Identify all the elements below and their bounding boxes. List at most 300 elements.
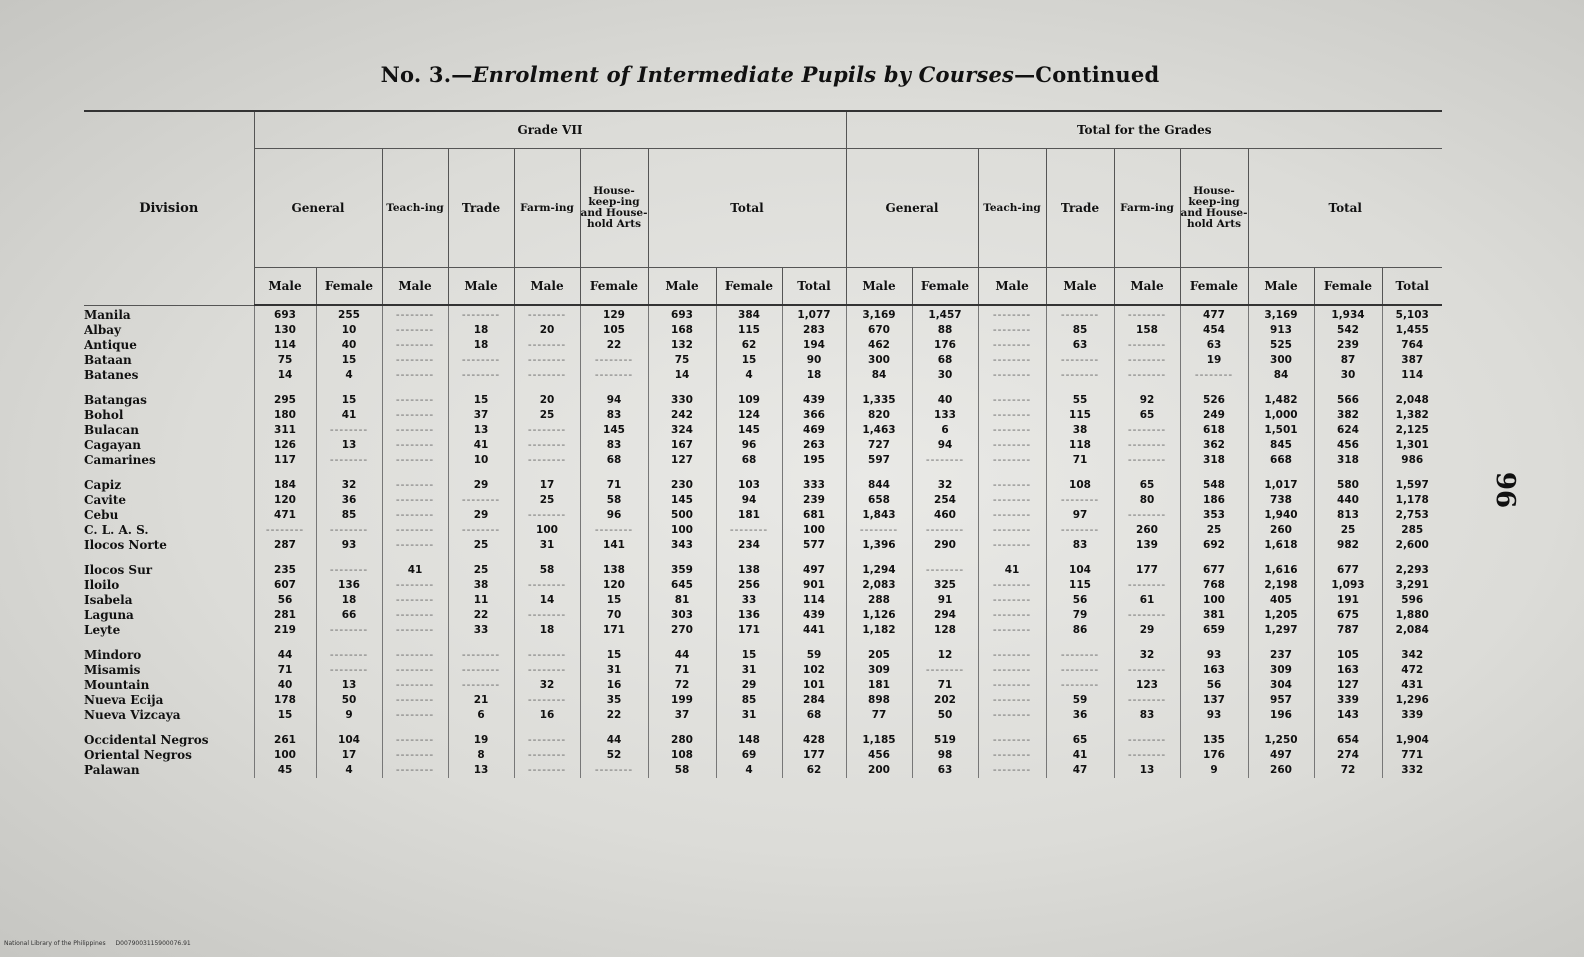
table-cell: 525 (1248, 338, 1314, 353)
header-tg-total: Total (1248, 149, 1442, 268)
table-cell: -------- (382, 678, 448, 693)
table-cell: 191 (1314, 593, 1382, 608)
table-cell: 254 (912, 493, 978, 508)
table-cell: 171 (716, 623, 782, 638)
table-cell: 1,185 (846, 733, 912, 748)
table-cell: 44 (648, 648, 716, 663)
table-cell: -------- (978, 453, 1046, 468)
table-cell: 624 (1314, 423, 1382, 438)
table-cell: -------- (580, 523, 648, 538)
table-cell: 542 (1314, 323, 1382, 338)
division-name: Bohol (84, 408, 124, 422)
table-cell: 163 (1180, 663, 1248, 678)
table-cell: 255 (316, 305, 382, 323)
table-cell: 19 (448, 733, 514, 748)
table-cell: 439 (782, 608, 846, 623)
table-cell: 1,017 (1248, 478, 1314, 493)
table-cell: -------- (514, 733, 580, 748)
table-cell: 845 (1248, 438, 1314, 453)
table-cell: 65 (1114, 478, 1180, 493)
table-cell: -------- (1046, 368, 1114, 383)
table-cell: 219 (254, 623, 316, 638)
table-cell: 63 (1180, 338, 1248, 353)
table-cell: 120 (580, 578, 648, 593)
table-cell: 439 (782, 393, 846, 408)
table-cell: 898 (846, 693, 912, 708)
table-cell: 235 (254, 563, 316, 578)
table-cell: -------- (1114, 508, 1180, 523)
table-row (84, 593, 1442, 608)
table-cell: 2,600 (1382, 538, 1442, 553)
table-cell: 500 (648, 508, 716, 523)
table-cell: 36 (1046, 708, 1114, 723)
table-cell: 1,843 (846, 508, 912, 523)
header-total: Total (1382, 268, 1442, 306)
table-cell: 260 (1248, 523, 1314, 538)
header-male: Male (648, 268, 716, 306)
table-cell: -------- (1180, 368, 1248, 383)
header-male: Male (1114, 268, 1180, 306)
table-cell: 128 (912, 623, 978, 638)
header-g7-teaching: Teach-ing (382, 149, 448, 268)
table-cell: 171 (580, 623, 648, 638)
table-cell: 1,616 (1248, 563, 1314, 578)
table-cell: 114 (782, 593, 846, 608)
footer-library: National Library of the Philippines (4, 940, 106, 947)
table-cell: 230 (648, 478, 716, 493)
table-cell: 1,294 (846, 563, 912, 578)
table-cell: 2,084 (1382, 623, 1442, 638)
table-cell: 957 (1248, 693, 1314, 708)
table-cell: 13 (448, 763, 514, 778)
table-cell: 986 (1382, 453, 1442, 468)
table-cell: -------- (978, 648, 1046, 663)
table-cell: 105 (1314, 648, 1382, 663)
table-cell: 31 (716, 708, 782, 723)
table-cell: 37 (648, 708, 716, 723)
table-cell: -------- (978, 478, 1046, 493)
table-cell: 5,103 (1382, 305, 1442, 323)
table-cell: 145 (648, 493, 716, 508)
table-cell: -------- (316, 523, 382, 538)
division-name: Occidental Negros (84, 733, 209, 747)
table-row (84, 663, 1442, 678)
table-cell: 281 (254, 608, 316, 623)
table-cell: 577 (782, 538, 846, 553)
table-cell: 384 (716, 305, 782, 323)
table-cell: -------- (382, 663, 448, 678)
division-name: Bulacan (84, 423, 140, 437)
table-cell: -------- (978, 393, 1046, 408)
table-cell: 820 (846, 408, 912, 423)
table-cell: -------- (382, 648, 448, 663)
table-cell: -------- (978, 678, 1046, 693)
table-row (84, 678, 1442, 693)
table-cell: 118 (1046, 438, 1114, 453)
table-cell: -------- (382, 338, 448, 353)
table-cell: 29 (448, 508, 514, 523)
header-female: Female (1314, 268, 1382, 306)
division-name: Batanes (84, 368, 139, 382)
table-cell: -------- (514, 748, 580, 763)
table-cell: 86 (1046, 623, 1114, 638)
table-cell: 35 (580, 693, 648, 708)
table-cell: 497 (782, 563, 846, 578)
table-cell: 260 (1114, 523, 1180, 538)
table-cell: -------- (382, 578, 448, 593)
table-cell: 239 (782, 493, 846, 508)
table-cell: 83 (1046, 538, 1114, 553)
table-cell: 519 (912, 733, 978, 748)
table-cell: 72 (648, 678, 716, 693)
table-cell: 1,126 (846, 608, 912, 623)
table-cell: 353 (1180, 508, 1248, 523)
table-cell: 548 (1180, 478, 1248, 493)
table-cell: -------- (978, 608, 1046, 623)
table-cell: -------- (978, 438, 1046, 453)
table-cell: -------- (382, 323, 448, 338)
division-name: Albay (84, 323, 122, 337)
table-cell: 33 (716, 593, 782, 608)
header-grade-vii: Grade VII (254, 111, 846, 149)
table-cell: 21 (448, 693, 514, 708)
table-cell: 428 (782, 733, 846, 748)
table-cell: 441 (782, 623, 846, 638)
division-name: Misamis (84, 663, 141, 677)
table-cell: 318 (1180, 453, 1248, 468)
table-cell: -------- (514, 453, 580, 468)
title-prefix: No. 3.— (380, 62, 473, 87)
table-cell: 9 (1180, 763, 1248, 778)
table-row (84, 478, 1442, 493)
table-cell: -------- (448, 663, 514, 678)
table-cell: 115 (716, 323, 782, 338)
table-cell: 83 (580, 408, 648, 423)
page-number: 96 (1490, 471, 1520, 509)
table-row (84, 693, 1442, 708)
table-row (84, 608, 1442, 623)
table-row (84, 323, 1442, 338)
table-cell: -------- (978, 693, 1046, 708)
table-cell: -------- (382, 453, 448, 468)
table-row (84, 763, 1442, 778)
table-cell: 41 (978, 563, 1046, 578)
division-name: Ilocos Sur (84, 563, 153, 577)
table-cell: 25 (1180, 523, 1248, 538)
table-cell: 237 (1248, 648, 1314, 663)
table-cell: 332 (1382, 763, 1442, 778)
table-cell: -------- (1114, 368, 1180, 383)
table-cell: 1,077 (782, 305, 846, 323)
header-male: Male (382, 268, 448, 306)
table-cell: 77 (846, 708, 912, 723)
table-cell: 456 (1314, 438, 1382, 453)
table-cell: 675 (1314, 608, 1382, 623)
table-cell: 93 (1180, 648, 1248, 663)
table-cell: -------- (978, 538, 1046, 553)
table-cell: -------- (382, 493, 448, 508)
table-cell: 41 (316, 408, 382, 423)
table-cell: 497 (1248, 748, 1314, 763)
table-cell: -------- (316, 563, 382, 578)
table-cell: 202 (912, 693, 978, 708)
division-name: Manila (84, 307, 131, 322)
table-cell: 68 (782, 708, 846, 723)
table-cell: 65 (1046, 733, 1114, 748)
table-cell: 33 (448, 623, 514, 638)
table-cell: -------- (978, 353, 1046, 368)
table-cell: 580 (1314, 478, 1382, 493)
table-cell: 145 (580, 423, 648, 438)
table-cell: -------- (1046, 305, 1114, 323)
table-cell: 52 (580, 748, 648, 763)
table-cell: 40 (912, 393, 978, 408)
table-cell: 50 (912, 708, 978, 723)
table-cell: -------- (382, 438, 448, 453)
header-g7-housekeeping: House-keep-ing and House-hold Arts (580, 149, 648, 268)
table-cell: -------- (382, 708, 448, 723)
table-cell: 304 (1248, 678, 1314, 693)
table-cell: -------- (1114, 423, 1180, 438)
division-name: Cavite (84, 493, 127, 507)
table-cell: 32 (912, 478, 978, 493)
table-cell: 1,182 (846, 623, 912, 638)
table-cell: 200 (846, 763, 912, 778)
table-cell: -------- (1114, 438, 1180, 453)
table-cell: 59 (782, 648, 846, 663)
table-cell: 309 (846, 663, 912, 678)
table-cell: 280 (648, 733, 716, 748)
table-cell: 56 (254, 593, 316, 608)
table-cell: 65 (1114, 408, 1180, 423)
table-cell: 440 (1314, 493, 1382, 508)
table-cell: 186 (1180, 493, 1248, 508)
table-cell: 20 (514, 323, 580, 338)
table-cell: 13 (316, 678, 382, 693)
table-cell: 318 (1314, 453, 1382, 468)
table-cell: 2,048 (1382, 393, 1442, 408)
table-cell: 92 (1114, 393, 1180, 408)
table-cell: -------- (514, 693, 580, 708)
table-cell: 405 (1248, 593, 1314, 608)
table-cell: -------- (448, 368, 514, 383)
table-cell: 114 (1382, 368, 1442, 383)
table-cell: 274 (1314, 748, 1382, 763)
table-cell: -------- (580, 368, 648, 383)
table-cell: -------- (514, 508, 580, 523)
table-cell: 3,169 (1248, 305, 1314, 323)
table-cell: -------- (1046, 493, 1114, 508)
table-row (84, 423, 1442, 438)
table-cell: 44 (254, 648, 316, 663)
table-cell: -------- (382, 523, 448, 538)
table-cell: 4 (716, 763, 782, 778)
table-cell: 382 (1314, 408, 1382, 423)
table-cell: 138 (716, 563, 782, 578)
table-body (84, 305, 1442, 778)
table-cell: 14 (648, 368, 716, 383)
table-cell: -------- (316, 453, 382, 468)
table-cell: -------- (912, 663, 978, 678)
table-cell: 31 (580, 663, 648, 678)
division-name: Isabela (84, 593, 133, 607)
table-cell: 62 (716, 338, 782, 353)
table-cell: 681 (782, 508, 846, 523)
table-cell: 129 (580, 305, 648, 323)
table-cell: -------- (316, 423, 382, 438)
table-cell: 19 (1180, 353, 1248, 368)
table-cell: 127 (648, 453, 716, 468)
table-cell: 93 (1180, 708, 1248, 723)
table-cell: 136 (716, 608, 782, 623)
header-tg-farming: Farm-ing (1114, 149, 1180, 268)
table-cell: 163 (1314, 663, 1382, 678)
table-cell: 132 (648, 338, 716, 353)
table-cell: -------- (316, 663, 382, 678)
division-name: Ilocos Norte (84, 538, 167, 552)
table-cell: 1,597 (1382, 478, 1442, 493)
table-cell: -------- (912, 523, 978, 538)
table-cell: 130 (254, 323, 316, 338)
table-cell: 105 (580, 323, 648, 338)
table-cell: 124 (716, 408, 782, 423)
table-cell: 566 (1314, 393, 1382, 408)
table-cell: 10 (316, 323, 382, 338)
table-cell: 87 (1314, 353, 1382, 368)
table-cell: 177 (782, 748, 846, 763)
table-cell: 72 (1314, 763, 1382, 778)
table-cell: 45 (254, 763, 316, 778)
table-cell: -------- (978, 623, 1046, 638)
table-cell: 177 (1114, 563, 1180, 578)
table-cell: 18 (448, 338, 514, 353)
table-cell: 1,250 (1248, 733, 1314, 748)
table-cell: 22 (448, 608, 514, 623)
table-cell: -------- (716, 523, 782, 538)
table-cell: 1,396 (846, 538, 912, 553)
table-cell: 38 (448, 578, 514, 593)
header-female: Female (716, 268, 782, 306)
table-cell: 94 (580, 393, 648, 408)
table-cell: 30 (1314, 368, 1382, 383)
table-cell: 693 (648, 305, 716, 323)
table-cell: 167 (648, 438, 716, 453)
table-cell: 100 (782, 523, 846, 538)
table-cell: 787 (1314, 623, 1382, 638)
table-cell: 14 (514, 593, 580, 608)
table-cell: -------- (846, 523, 912, 538)
table-cell: 333 (782, 478, 846, 493)
table-cell: 362 (1180, 438, 1248, 453)
table-cell: -------- (382, 538, 448, 553)
table-row (84, 493, 1442, 508)
table-cell: 1,618 (1248, 538, 1314, 553)
table-cell: 126 (254, 438, 316, 453)
table-row (84, 523, 1442, 538)
table-cell: -------- (382, 593, 448, 608)
division-name: Leyte (84, 623, 121, 637)
header-female: Female (912, 268, 978, 306)
table-cell: 85 (1046, 323, 1114, 338)
table-cell: -------- (580, 353, 648, 368)
table-cell: 69 (716, 748, 782, 763)
table-cell: 117 (254, 453, 316, 468)
table-cell: 90 (782, 353, 846, 368)
table-cell: 96 (580, 508, 648, 523)
table-cell: -------- (382, 478, 448, 493)
table-cell: 79 (1046, 608, 1114, 623)
table-cell: 20 (514, 393, 580, 408)
table-cell: 677 (1180, 563, 1248, 578)
table-cell: 97 (1046, 508, 1114, 523)
table-cell: 91 (912, 593, 978, 608)
header-male: Male (978, 268, 1046, 306)
division-name: C. L. A. S. (84, 523, 149, 537)
group-spacer (84, 468, 1442, 478)
table-cell: 15 (716, 648, 782, 663)
table-cell: 100 (514, 523, 580, 538)
table-cell: -------- (1114, 608, 1180, 623)
table-cell: 13 (1114, 763, 1180, 778)
table-cell: 176 (1180, 748, 1248, 763)
table-cell: -------- (978, 763, 1046, 778)
header-female: Female (580, 268, 648, 306)
table-cell: -------- (978, 733, 1046, 748)
division-name: Iloilo (84, 578, 120, 592)
table-cell: -------- (382, 748, 448, 763)
table-cell: 311 (254, 423, 316, 438)
table-cell: 176 (912, 338, 978, 353)
table-cell: 456 (846, 748, 912, 763)
table-cell: 32 (514, 678, 580, 693)
division-name: Bataan (84, 353, 132, 367)
table-cell: 11 (448, 593, 514, 608)
table-cell: -------- (448, 523, 514, 538)
table-cell: 68 (580, 453, 648, 468)
division-name: Nueva Vizcaya (84, 708, 181, 722)
table-cell: -------- (514, 608, 580, 623)
table-cell: 469 (782, 423, 846, 438)
table-cell: 196 (1248, 708, 1314, 723)
header-male: Male (1046, 268, 1114, 306)
table-cell: 108 (648, 748, 716, 763)
table-cell: -------- (382, 408, 448, 423)
table-cell: 66 (316, 608, 382, 623)
division-name: Mountain (84, 678, 150, 692)
table-cell: 139 (1114, 538, 1180, 553)
table-cell: 25 (448, 563, 514, 578)
table-cell: -------- (382, 353, 448, 368)
table-cell: 242 (648, 408, 716, 423)
table-cell: 4 (316, 368, 382, 383)
table-cell: -------- (448, 493, 514, 508)
table-cell: 178 (254, 693, 316, 708)
table-cell: -------- (1046, 663, 1114, 678)
table-cell: 18 (316, 593, 382, 608)
header-male: Male (448, 268, 514, 306)
table-cell: 184 (254, 478, 316, 493)
table-cell: 670 (846, 323, 912, 338)
table-row (84, 305, 1442, 323)
table-cell: 41 (448, 438, 514, 453)
table-cell: -------- (382, 693, 448, 708)
table-row (84, 338, 1442, 353)
table-row (84, 733, 1442, 748)
table-cell: 96 (716, 438, 782, 453)
table-cell: 94 (716, 493, 782, 508)
table-cell: -------- (316, 623, 382, 638)
table-cell: 9 (316, 708, 382, 723)
